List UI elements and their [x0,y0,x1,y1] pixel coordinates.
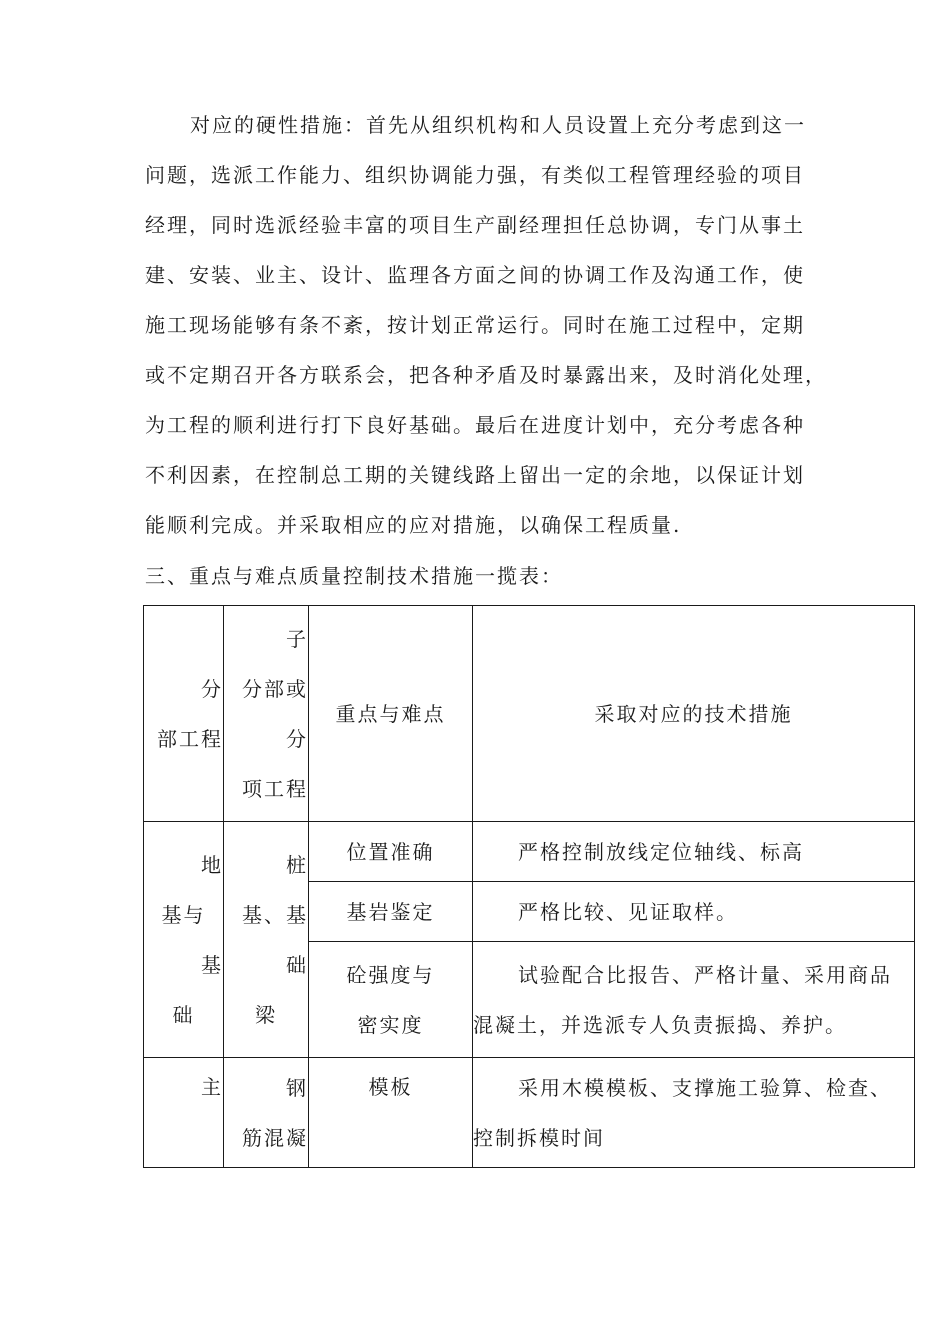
header-division-line: 部工程 [157,726,223,751]
paragraph-line: 建、安装、业主、设计、监理各方面之间的协调工作及沟通工作，使 [145,263,805,287]
measure-line: 控制拆模时间 [473,1125,605,1150]
division-cell [144,1058,224,1168]
key-point-line: 模板 [368,1075,413,1099]
body-paragraph [145,100,827,550]
measure-line: 采用木模模板、支撑施工验算、检查、 [518,1075,892,1100]
subdivision-line: 桩 [286,852,308,877]
quality-control-table [143,605,915,1168]
measure-cell [473,822,915,882]
measure-cell [473,942,915,1058]
paragraph-line: 施工现场能够有条不紊，按计划正常运行。同时在施工过程中，定期 [145,313,805,337]
header-subdivision-line: 分部或 [242,676,308,701]
division-line: 地 [201,852,223,877]
header-subdivision-line: 分 [286,726,308,751]
measure-cell [473,1058,915,1168]
measure-line: 试验配合比报告、严格计量、采用商品 [518,962,892,987]
subdivision-line: 钢 [286,1075,308,1100]
header-subdivision-line: 项工程 [242,776,308,801]
division-line: 基 [201,952,223,977]
paragraph-line: 能顺利完成。并采取相应的应对措施，以确保工程质量. [145,513,682,537]
table-header-row [144,606,915,822]
key-point-line: 位置准确 [346,839,435,864]
division-line: 基与 [161,902,206,927]
subdivision-line: 基、基础 [242,902,308,977]
paragraph-line: 经理，同时选派经验丰富的项目生产副经理担任总协调，专门从事土 [145,213,805,237]
paragraph-line: 不利因素，在控制总工期的关键线路上留出一定的余地，以保证计划 [145,463,805,487]
header-division [144,606,224,822]
header-subdivision [224,606,309,822]
paragraph-line: 问题，选派工作能力、组织协调能力强，有类似工程管理经验的项目 [145,163,805,187]
key-point-cell [309,1058,473,1168]
section-heading: 三、重点与难点质量控制技术措施一揽表： [145,564,563,588]
paragraph-line: 对应的硬性措施：首先从组织机构和人员设置上充分考虑到这一 [190,113,806,137]
measure-line: 混凝土，并选派专人负责振捣、养护。 [473,1012,847,1037]
key-point-line: 密实度 [357,1012,424,1037]
subdivision-line: 筋混凝 [242,1125,308,1150]
subdivision-cell [224,1058,309,1168]
measure-line: 严格比较、见证取样。 [518,899,738,924]
header-subdivision-line: 子 [286,626,308,651]
subdivision-cell [224,822,309,1058]
subdivision-line: 梁 [255,1002,277,1027]
division-line: 础 [172,1002,195,1027]
key-point-cell [309,942,473,1058]
key-point-line: 砼强度与 [346,962,435,987]
division-cell [144,822,224,1058]
table-row [144,822,915,882]
paragraph-line: 或不定期召开各方联系会，把各种矛盾及时暴露出来，及时消化处理， [145,363,827,387]
key-point-cell [309,882,473,942]
measure-line: 严格控制放线定位轴线、标高 [518,839,804,864]
table-row [144,1058,915,1168]
division-line: 主 [201,1075,223,1099]
key-point-cell [309,822,473,882]
header-key-point: 重点与难点 [309,606,473,822]
measure-cell [473,882,915,942]
key-point-line: 基岩鉴定 [346,899,435,924]
paragraph-line: 为工程的顺利进行打下良好基础。最后在进度计划中，充分考虑各种 [145,413,805,437]
header-measures: 采取对应的技术措施 [473,606,915,822]
header-division-line: 分 [201,676,223,701]
